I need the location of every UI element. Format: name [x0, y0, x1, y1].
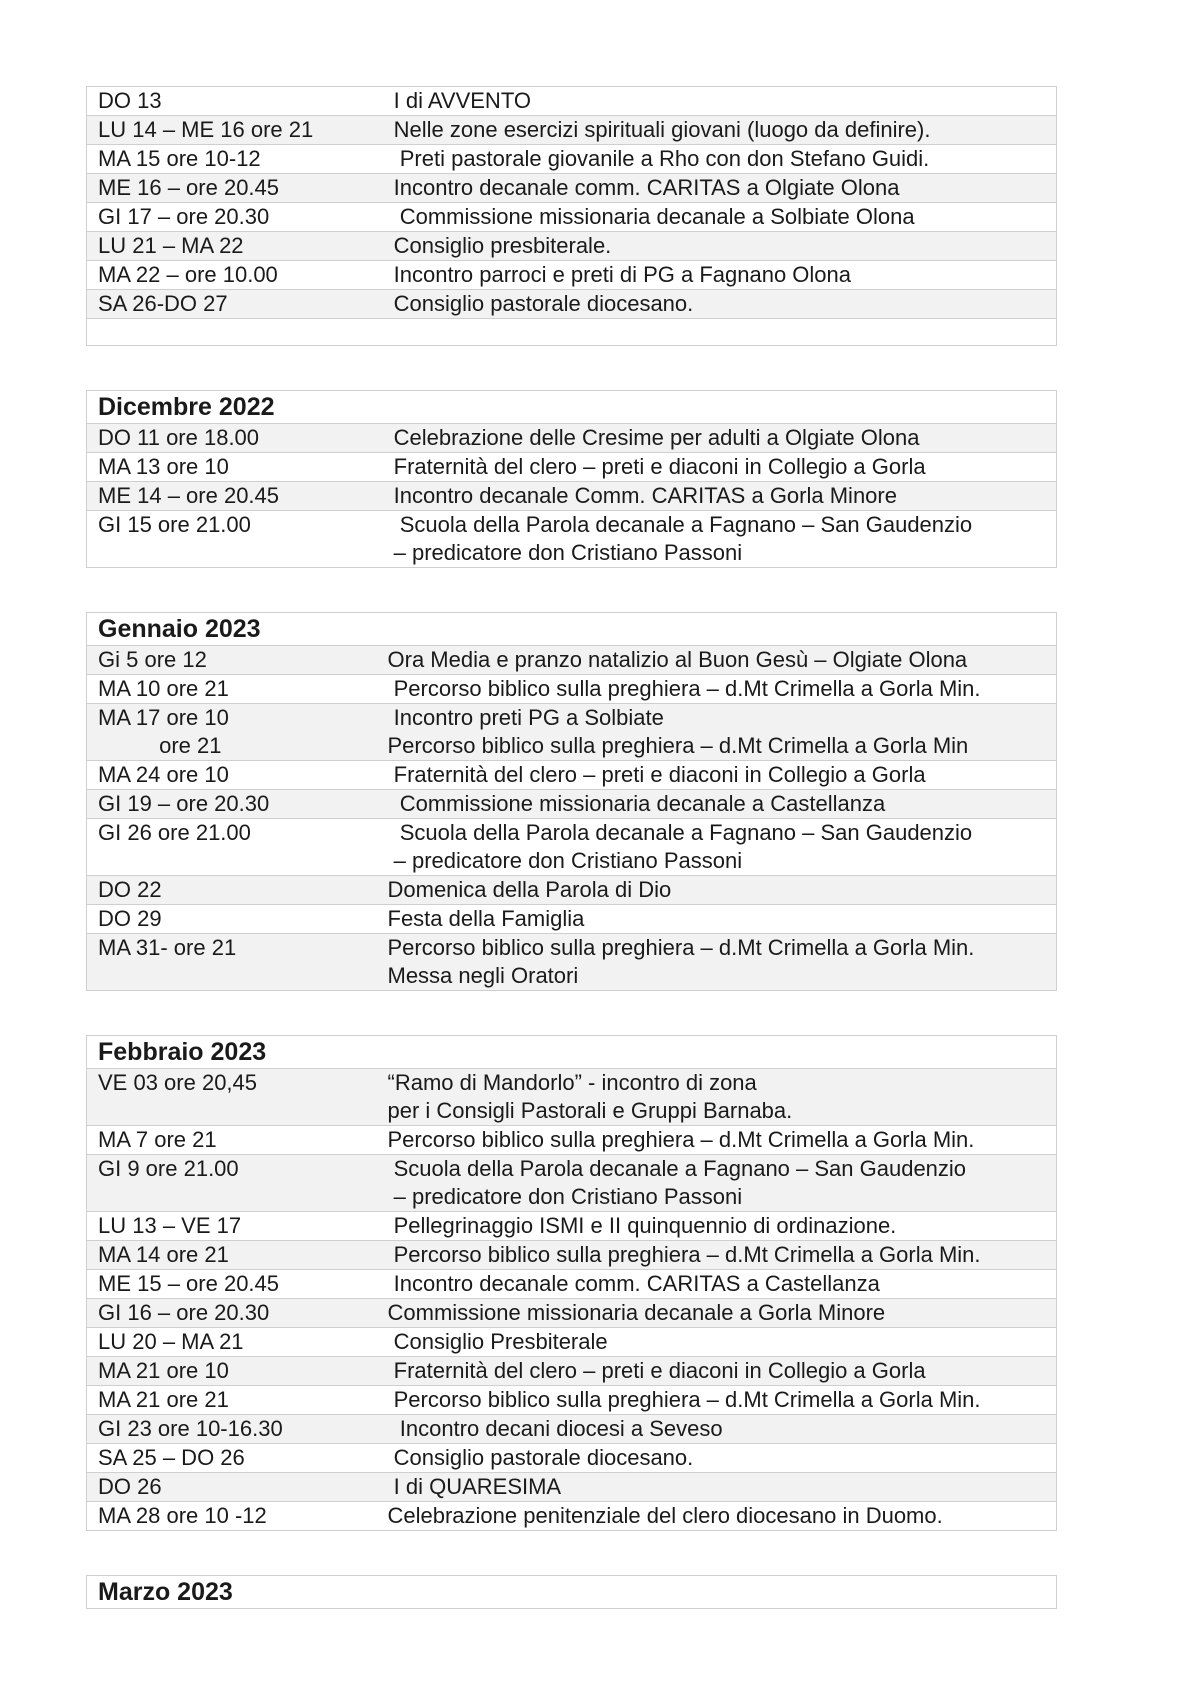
- event-row: [87, 761, 1057, 790]
- event-row: [87, 1212, 1057, 1241]
- event-description: Incontro decani diocesi a Seveso: [377, 1415, 1057, 1444]
- event-description: I di AVVENTO: [377, 87, 1057, 116]
- event-date: DO 26: [87, 1473, 377, 1502]
- event-date: GI 23 ore 10-16.30: [87, 1415, 377, 1444]
- event-description: Celebrazione penitenziale del clero diocesano in Duomo.: [377, 1502, 1057, 1531]
- event-row: [87, 1069, 1057, 1126]
- event-date: VE 03 ore 20,45: [87, 1069, 377, 1126]
- event-date: LU 14 – ME 16 ore 21: [87, 116, 377, 145]
- event-description: Scuola della Parola decanale a Fagnano – San Gaudenzio – predicatore don Cristiano Passoni: [377, 819, 1057, 876]
- month-title: Marzo 2023: [87, 1576, 1057, 1609]
- event-row: [87, 675, 1057, 704]
- event-row: [87, 1415, 1057, 1444]
- event-row: [87, 453, 1057, 482]
- event-row: [87, 290, 1057, 319]
- event-date: LU 21 – MA 22: [87, 232, 377, 261]
- event-date: ME 14 – ore 20.45: [87, 482, 377, 511]
- event-date: MA 31- ore 21: [87, 934, 377, 991]
- event-description: “Ramo di Mandorlo” - incontro di zona per i Consigli Pastorali e Gruppi Barnaba.: [377, 1069, 1057, 1126]
- calendar-document: [86, 86, 1056, 1653]
- event-description: Consiglio pastorale diocesano.: [377, 290, 1057, 319]
- event-description: Consiglio presbiterale.: [377, 232, 1057, 261]
- event-row: [87, 876, 1057, 905]
- event-row: [87, 174, 1057, 203]
- event-description: Pellegrinaggio ISMI e II quinquennio di ordinazione.: [377, 1212, 1057, 1241]
- empty-cell: [87, 319, 1057, 346]
- event-date: GI 17 – ore 20.30: [87, 203, 377, 232]
- event-row: [87, 511, 1057, 568]
- event-description: Incontro preti PG a Solbiate Percorso biblico sulla preghiera – d.Mt Crimella a Gorla Min: [377, 704, 1057, 761]
- event-date: MA 22 – ore 10.00: [87, 261, 377, 290]
- event-date: GI 16 – ore 20.30: [87, 1299, 377, 1328]
- event-date: MA 28 ore 10 -12: [87, 1502, 377, 1531]
- event-date: GI 26 ore 21.00: [87, 819, 377, 876]
- event-description: Incontro decanale Comm. CARITAS a Gorla Minore: [377, 482, 1057, 511]
- event-date: MA 10 ore 21: [87, 675, 377, 704]
- event-description: Scuola della Parola decanale a Fagnano – San Gaudenzio – predicatore don Cristiano Passoni: [377, 1155, 1057, 1212]
- month-table: [86, 86, 1057, 346]
- month-header-row: [87, 391, 1057, 424]
- month-title: Dicembre 2022: [87, 391, 1057, 424]
- event-description: Commissione missionaria decanale a Gorla Minore: [377, 1299, 1057, 1328]
- event-description: Nelle zone esercizi spirituali giovani (luogo da definire).: [377, 116, 1057, 145]
- event-date: MA 21 ore 21: [87, 1386, 377, 1415]
- event-date: LU 20 – MA 21: [87, 1328, 377, 1357]
- empty-row: [87, 319, 1057, 346]
- event-description: Fraternità del clero – preti e diaconi in Collegio a Gorla: [377, 761, 1057, 790]
- month-table: [86, 612, 1057, 991]
- event-date: ME 16 – ore 20.45: [87, 174, 377, 203]
- event-row: [87, 232, 1057, 261]
- month-table: [86, 1575, 1057, 1609]
- month-table: [86, 1035, 1057, 1531]
- event-description: Incontro decanale comm. CARITAS a Castellanza: [377, 1270, 1057, 1299]
- event-date: GI 15 ore 21.00: [87, 511, 377, 568]
- event-description: Festa della Famiglia: [377, 905, 1057, 934]
- event-date: GI 19 – ore 20.30: [87, 790, 377, 819]
- event-row: [87, 790, 1057, 819]
- event-row: [87, 87, 1057, 116]
- month-title: Febbraio 2023: [87, 1036, 1057, 1069]
- event-date: DO 13: [87, 87, 377, 116]
- month-header-row: [87, 613, 1057, 646]
- event-date: LU 13 – VE 17: [87, 1212, 377, 1241]
- event-row: [87, 1386, 1057, 1415]
- event-date: Gi 5 ore 12: [87, 646, 377, 675]
- event-row: [87, 1270, 1057, 1299]
- event-row: [87, 116, 1057, 145]
- month-header-row: [87, 1576, 1057, 1609]
- event-description: Ora Media e pranzo natalizio al Buon Gesù – Olgiate Olona: [377, 646, 1057, 675]
- event-description: Preti pastorale giovanile a Rho con don Stefano Guidi.: [377, 145, 1057, 174]
- event-description: Domenica della Parola di Dio: [377, 876, 1057, 905]
- event-description: Celebrazione delle Cresime per adulti a Olgiate Olona: [377, 424, 1057, 453]
- event-description: I di QUARESIMA: [377, 1473, 1057, 1502]
- event-date: MA 24 ore 10: [87, 761, 377, 790]
- month-header-row: [87, 1036, 1057, 1069]
- event-row: [87, 424, 1057, 453]
- event-description: Consiglio pastorale diocesano.: [377, 1444, 1057, 1473]
- event-description: Incontro parroci e preti di PG a Fagnano Olona: [377, 261, 1057, 290]
- event-row: [87, 261, 1057, 290]
- event-date: MA 17 ore 10 ore 21: [87, 704, 377, 761]
- event-date: DO 29: [87, 905, 377, 934]
- event-row: [87, 905, 1057, 934]
- event-description: Percorso biblico sulla preghiera – d.Mt Crimella a Gorla Min.: [377, 675, 1057, 704]
- month-table: [86, 390, 1057, 568]
- event-row: [87, 1299, 1057, 1328]
- event-row: [87, 1444, 1057, 1473]
- event-row: [87, 1328, 1057, 1357]
- event-date: ME 15 – ore 20.45: [87, 1270, 377, 1299]
- event-row: [87, 1126, 1057, 1155]
- event-date: MA 15 ore 10-12: [87, 145, 377, 174]
- event-description: Commissione missionaria decanale a Castellanza: [377, 790, 1057, 819]
- event-date: SA 26-DO 27: [87, 290, 377, 319]
- event-description: Fraternità del clero – preti e diaconi in Collegio a Gorla: [377, 1357, 1057, 1386]
- event-row: [87, 1357, 1057, 1386]
- event-date: GI 9 ore 21.00: [87, 1155, 377, 1212]
- event-row: [87, 704, 1057, 761]
- event-date: DO 22: [87, 876, 377, 905]
- event-date: MA 14 ore 21: [87, 1241, 377, 1270]
- event-row: [87, 934, 1057, 991]
- event-description: Percorso biblico sulla preghiera – d.Mt Crimella a Gorla Min.: [377, 1126, 1057, 1155]
- event-row: [87, 1502, 1057, 1531]
- event-description: Commissione missionaria decanale a Solbiate Olona: [377, 203, 1057, 232]
- event-description: Incontro decanale comm. CARITAS a Olgiate Olona: [377, 174, 1057, 203]
- event-row: [87, 203, 1057, 232]
- event-date: DO 11 ore 18.00: [87, 424, 377, 453]
- event-description: Percorso biblico sulla preghiera – d.Mt Crimella a Gorla Min. Messa negli Oratori: [377, 934, 1057, 991]
- event-description: Scuola della Parola decanale a Fagnano – San Gaudenzio – predicatore don Cristiano Passoni: [377, 511, 1057, 568]
- event-date: SA 25 – DO 26: [87, 1444, 377, 1473]
- event-description: Percorso biblico sulla preghiera – d.Mt Crimella a Gorla Min.: [377, 1386, 1057, 1415]
- event-date: MA 7 ore 21: [87, 1126, 377, 1155]
- event-date: MA 13 ore 10: [87, 453, 377, 482]
- event-date: MA 21 ore 10: [87, 1357, 377, 1386]
- event-row: [87, 646, 1057, 675]
- event-row: [87, 1155, 1057, 1212]
- event-row: [87, 482, 1057, 511]
- event-row: [87, 819, 1057, 876]
- event-description: Percorso biblico sulla preghiera – d.Mt Crimella a Gorla Min.: [377, 1241, 1057, 1270]
- event-row: [87, 1241, 1057, 1270]
- event-description: Fraternità del clero – preti e diaconi in Collegio a Gorla: [377, 453, 1057, 482]
- month-title: Gennaio 2023: [87, 613, 1057, 646]
- event-description: Consiglio Presbiterale: [377, 1328, 1057, 1357]
- event-row: [87, 145, 1057, 174]
- event-row: [87, 1473, 1057, 1502]
